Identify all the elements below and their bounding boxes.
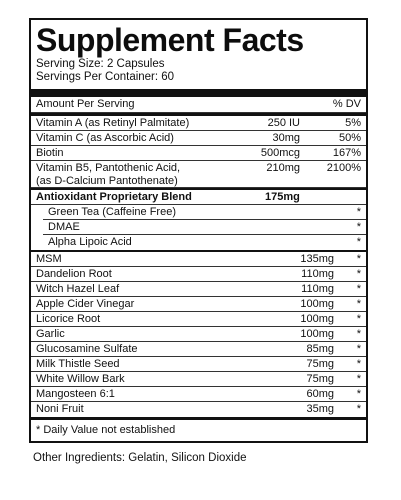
divider-thick — [31, 89, 366, 97]
nutrient-dv: 50% — [338, 132, 361, 144]
ingredient-amount: 85mg — [306, 343, 334, 355]
nutrient-name-line2: (as D-Calcium Pantothenate) — [36, 174, 178, 187]
ingredient-name: Garlic — [36, 328, 65, 340]
nutrient-amount: 500mcg — [260, 147, 300, 159]
ingredient-row — [31, 327, 366, 342]
ingredient-name: Witch Hazel Leaf — [36, 283, 120, 295]
nutrient-row — [31, 116, 366, 131]
ingredient-dv: * — [356, 313, 361, 325]
supplement-facts-panel — [29, 18, 368, 443]
nutrient-name-line1: Vitamin B5, Pantothenic Acid, — [36, 162, 181, 174]
ingredient-amount: 75mg — [306, 358, 334, 370]
blend-amount: 175mg — [265, 191, 300, 203]
nutrient-dv: 167% — [332, 147, 361, 159]
ingredient-row — [31, 402, 366, 417]
nutrient-row — [31, 146, 366, 161]
ingredient-dv: * — [356, 328, 361, 340]
ingredient-amount: 100mg — [300, 328, 334, 340]
nutrient-amount: 210mg — [266, 162, 300, 174]
ingredient-amount: 100mg — [300, 313, 334, 325]
blend-item-name: Green Tea (Caffeine Free) — [48, 206, 176, 218]
ingredient-name: Milk Thistle Seed — [36, 358, 120, 370]
amount-per-serving-label: Amount Per Serving — [36, 98, 135, 110]
header-row — [31, 97, 366, 113]
ingredient-row — [31, 357, 366, 372]
ingredient-dv: * — [356, 403, 361, 415]
nutrient-name — [36, 162, 180, 187]
ingredient-dv: * — [356, 343, 361, 355]
ingredient-row — [31, 342, 366, 357]
blend-name: Antioxidant Proprietary Blend — [36, 191, 192, 203]
ingredient-amount: 110mg — [301, 283, 334, 295]
ingredient-name: White Willow Bark — [36, 373, 125, 385]
ingredient-dv: * — [356, 388, 361, 400]
ingredient-row — [31, 252, 366, 267]
blend-item-dv: * — [356, 236, 361, 248]
ingredient-dv: * — [356, 298, 361, 310]
nutrient-amount: 30mg — [272, 132, 300, 144]
daily-value-footnote: * Daily Value not established — [36, 424, 176, 436]
ingredient-name: Apple Cider Vinegar — [36, 298, 135, 310]
ingredient-row — [31, 372, 366, 387]
nutrient-name: Biotin — [36, 147, 64, 159]
ingredient-row — [31, 297, 366, 312]
nutrient-name: Vitamin C (as Ascorbic Acid) — [36, 132, 174, 144]
nutrient-row — [31, 161, 366, 188]
ingredient-row — [31, 267, 366, 282]
blend-item-row — [31, 220, 366, 235]
servings-per-container: Servings Per Container: 60 — [36, 71, 175, 83]
ingredient-name: Dandelion Root — [36, 268, 112, 280]
nutrient-name: Vitamin A (as Retinyl Palmitate) — [36, 117, 190, 129]
serving-size: Serving Size: 2 Capsules — [36, 58, 165, 70]
ingredient-name: Glucosamine Sulfate — [36, 343, 138, 355]
ingredient-row — [31, 312, 366, 327]
nutrient-amount: 250 IU — [267, 117, 300, 129]
ingredient-row — [31, 282, 366, 297]
dv-header-label: % DV — [332, 98, 361, 110]
ingredient-amount: 75mg — [306, 373, 334, 385]
blend-item-dv: * — [356, 206, 361, 218]
ingredient-dv: * — [356, 373, 361, 385]
ingredient-amount: 135mg — [300, 253, 334, 265]
other-ingredients: Other Ingredients: Gelatin, Silicon Dioxide — [33, 452, 247, 464]
ingredient-dv: * — [356, 268, 361, 280]
ingredient-name: Mangosteen 6:1 — [36, 388, 115, 400]
blend-item-name: Alpha Lipoic Acid — [48, 236, 132, 248]
nutrient-row — [31, 131, 366, 146]
blend-item-row — [31, 235, 366, 250]
ingredient-amount: 110mg — [301, 268, 334, 280]
blend-row — [31, 190, 366, 205]
ingredient-amount: 60mg — [306, 388, 334, 400]
ingredient-dv: * — [356, 283, 361, 295]
ingredient-list — [31, 252, 366, 417]
ingredient-row — [31, 387, 366, 402]
ingredient-name: Noni Fruit — [36, 403, 84, 415]
nutrient-dv: 5% — [345, 117, 361, 129]
ingredient-dv: * — [356, 253, 361, 265]
panel-title: Supplement Facts — [36, 22, 304, 58]
ingredient-name: MSM — [36, 253, 62, 265]
blend-item-name: DMAE — [48, 221, 80, 233]
ingredient-amount: 100mg — [300, 298, 334, 310]
ingredient-dv: * — [356, 358, 361, 370]
nutrient-dv: 2100% — [326, 162, 361, 174]
blend-item-dv: * — [356, 221, 361, 233]
blend-item-row — [31, 205, 366, 220]
ingredient-amount: 35mg — [306, 403, 334, 415]
ingredient-name: Licorice Root — [36, 313, 101, 325]
